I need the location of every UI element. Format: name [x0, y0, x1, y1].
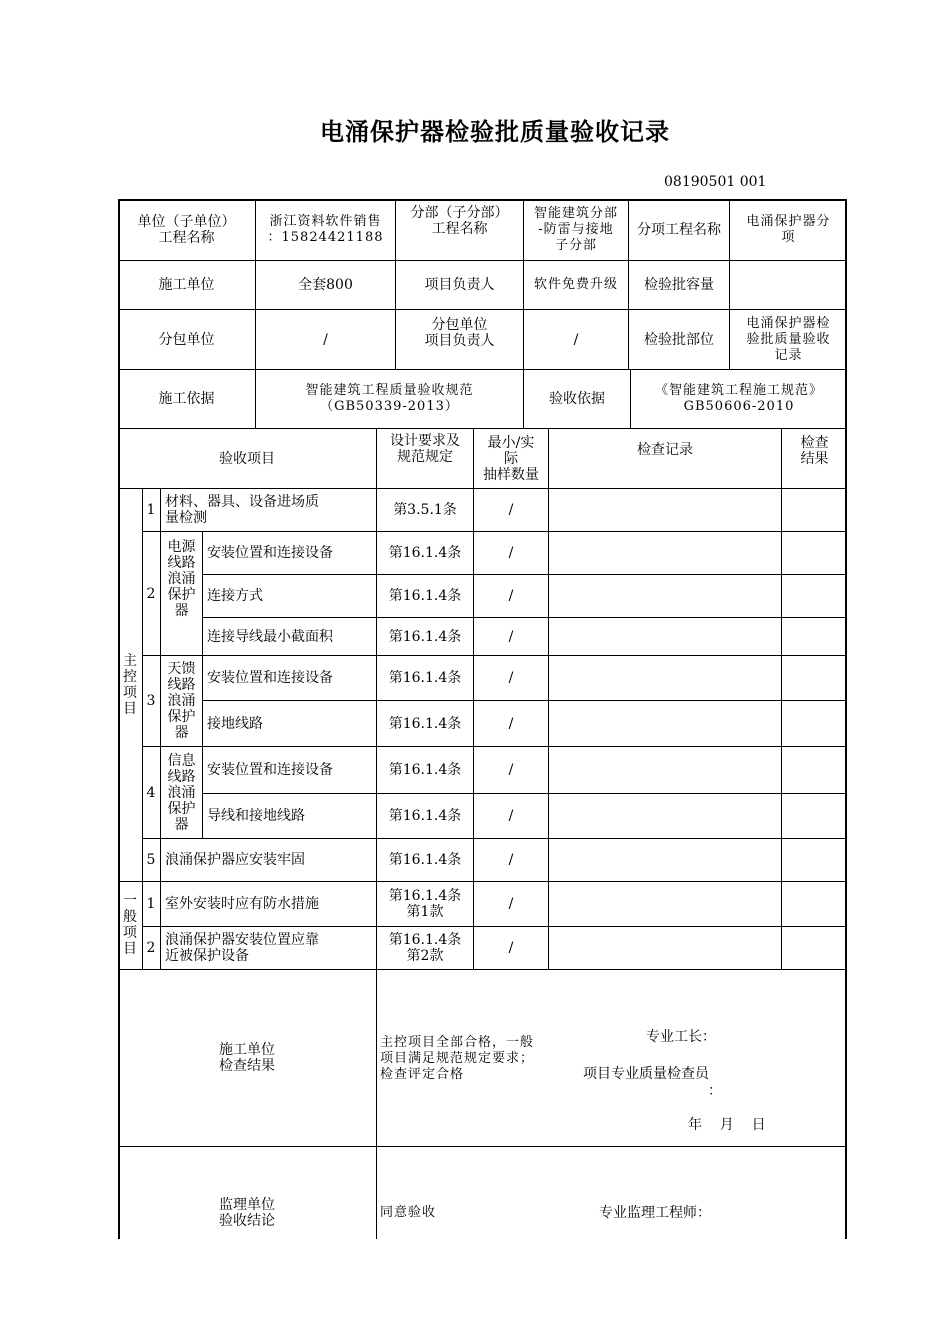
sub-manager-value: /: [573, 331, 579, 348]
construction-check-label: 施工单位 检查结果: [219, 1042, 275, 1074]
col-design-header: 设计要求及 规范规定: [390, 433, 460, 465]
main-item-requirement: 材料、器具、设备进场质 量检测: [165, 494, 319, 526]
power-line-spd-group: 电源 线路 浪涌 保护 器: [167, 538, 196, 619]
main-item-spec: 第16.1.4条: [388, 670, 462, 686]
main-item-requirement: 连接导线最小截面积: [207, 628, 333, 645]
document-code: 08190501 001: [664, 174, 767, 190]
page-title: 电涌保护器检验批质量验收记录: [320, 118, 670, 146]
col-sample-header: 最小/实 际 抽样数量: [483, 434, 539, 483]
general-item-number: 2: [146, 940, 156, 956]
check-date: 年 月 日: [688, 1117, 766, 1133]
general-item-sample: /: [508, 940, 514, 956]
manager-value: 软件免费升级: [533, 277, 618, 292]
col-result-header: 检查 结果: [800, 435, 829, 467]
main-item-sample: /: [508, 762, 514, 778]
basis-value: 智能建筑工程质量验收规范 （GB50339-2013）: [305, 383, 474, 414]
subdivision-value: 智能建筑分部 -防雷与接地 子分部: [533, 205, 618, 253]
unit-value: 浙江资料软件销售 ：15824421188: [267, 213, 384, 245]
item-value: 电涌保护器分 项: [746, 213, 831, 245]
main-item-spec: 第16.1.4条: [388, 628, 462, 645]
col-item-header: 验收项目: [219, 450, 275, 467]
quality-inspector-label: 项目专业质量检查员: [583, 1066, 709, 1082]
main-item-sample: /: [508, 502, 514, 518]
main-item-sample: /: [508, 545, 514, 561]
part-value: 电涌保护器检 验批质量验收 记录: [746, 315, 831, 363]
col-record-header: 检查记录: [637, 442, 693, 458]
main-item-spec: 第16.1.4条: [388, 715, 462, 732]
main-item-spec: 第16.1.4条: [388, 588, 462, 604]
item-label: 分项工程名称: [637, 221, 721, 238]
accept-basis-value: 《智能建筑工程施工规范》 GB50606-2010: [654, 383, 823, 414]
general-item-spec: 第16.1.4条 第2款: [388, 932, 462, 964]
main-item-number: 5: [146, 852, 156, 868]
main-item-sample: /: [508, 852, 514, 868]
main-item-requirement: 安装位置和连接设备: [207, 762, 333, 778]
main-item-sample: /: [508, 808, 514, 824]
main-item-requirement: 接地线路: [207, 715, 263, 732]
general-item-spec: 第16.1.4条 第1款: [388, 888, 462, 920]
main-item-requirement: 连接方式: [207, 588, 263, 604]
subcontractor-value: /: [323, 331, 328, 348]
general-group: 一 般 项 目: [123, 893, 137, 957]
basis-label: 施工依据: [158, 391, 215, 407]
main-item-sample: /: [508, 628, 514, 645]
manager-label: 项目负责人: [424, 277, 495, 293]
main-item-sample: /: [508, 588, 514, 604]
main-item-number: 2: [146, 585, 156, 602]
main-item-number: 1: [146, 502, 156, 518]
main-item-number: 3: [146, 693, 156, 709]
main-item-requirement: 浪涌保护器应安装牢固: [165, 852, 305, 868]
antenna-line-spd-group: 天馈 线路 浪涌 保护 器: [167, 661, 196, 741]
unit-label: 单位（子单位） 工程名称: [137, 213, 236, 246]
signal-line-spd-group: 信息 线路 浪涌 保护 器: [167, 752, 196, 833]
main-item-sample: /: [508, 670, 514, 686]
supervision-label: 监理单位 验收结论: [219, 1197, 275, 1229]
main-item-spec: 第16.1.4条: [388, 852, 462, 868]
main-item-number: 4: [146, 784, 156, 801]
main-item-spec: 第16.1.4条: [388, 808, 462, 824]
supervision-conclusion: 同意验收: [380, 1205, 437, 1220]
general-item-requirement: 室外安装时应有防水措施: [165, 896, 319, 912]
main-item-sample: /: [508, 715, 514, 732]
constructor-value: 全套800: [298, 277, 353, 293]
supervising-engineer-label: 专业监理工程师：: [599, 1205, 711, 1221]
subdivision-label: 分部（子分部） 工程名称: [410, 204, 509, 237]
subcontractor-label: 分包单位: [158, 331, 215, 348]
main-item-requirement: 安装位置和连接设备: [207, 545, 333, 561]
construction-check-text: 主控项目全部合格，一般 项目满足规范规定要求； 检查评定合格: [380, 1035, 535, 1082]
sub-manager-label: 分包单位 项目负责人: [424, 316, 495, 349]
main-item-spec: 第3.5.1条: [393, 502, 457, 518]
main-item-requirement: 安装位置和连接设备: [207, 670, 333, 686]
main-item-spec: 第16.1.4条: [388, 545, 462, 561]
inspector-colon: ：: [708, 1083, 722, 1099]
capacity-label: 检验批容量: [644, 277, 714, 293]
accept-basis-label: 验收依据: [549, 391, 605, 407]
general-item-requirement: 浪涌保护器安装位置应靠 近被保护设备: [165, 932, 319, 964]
main-item-requirement: 导线和接地线路: [207, 808, 305, 824]
general-item-sample: /: [508, 896, 514, 912]
general-item-number: 1: [146, 896, 156, 912]
foreman-label: 专业工长：: [646, 1029, 716, 1045]
constructor-label: 施工单位: [158, 277, 215, 293]
main-control-group: 主 控 项 目: [123, 652, 137, 717]
capacity-value: [730, 261, 847, 309]
part-label: 检验批部位: [644, 331, 714, 348]
main-item-spec: 第16.1.4条: [388, 762, 462, 778]
